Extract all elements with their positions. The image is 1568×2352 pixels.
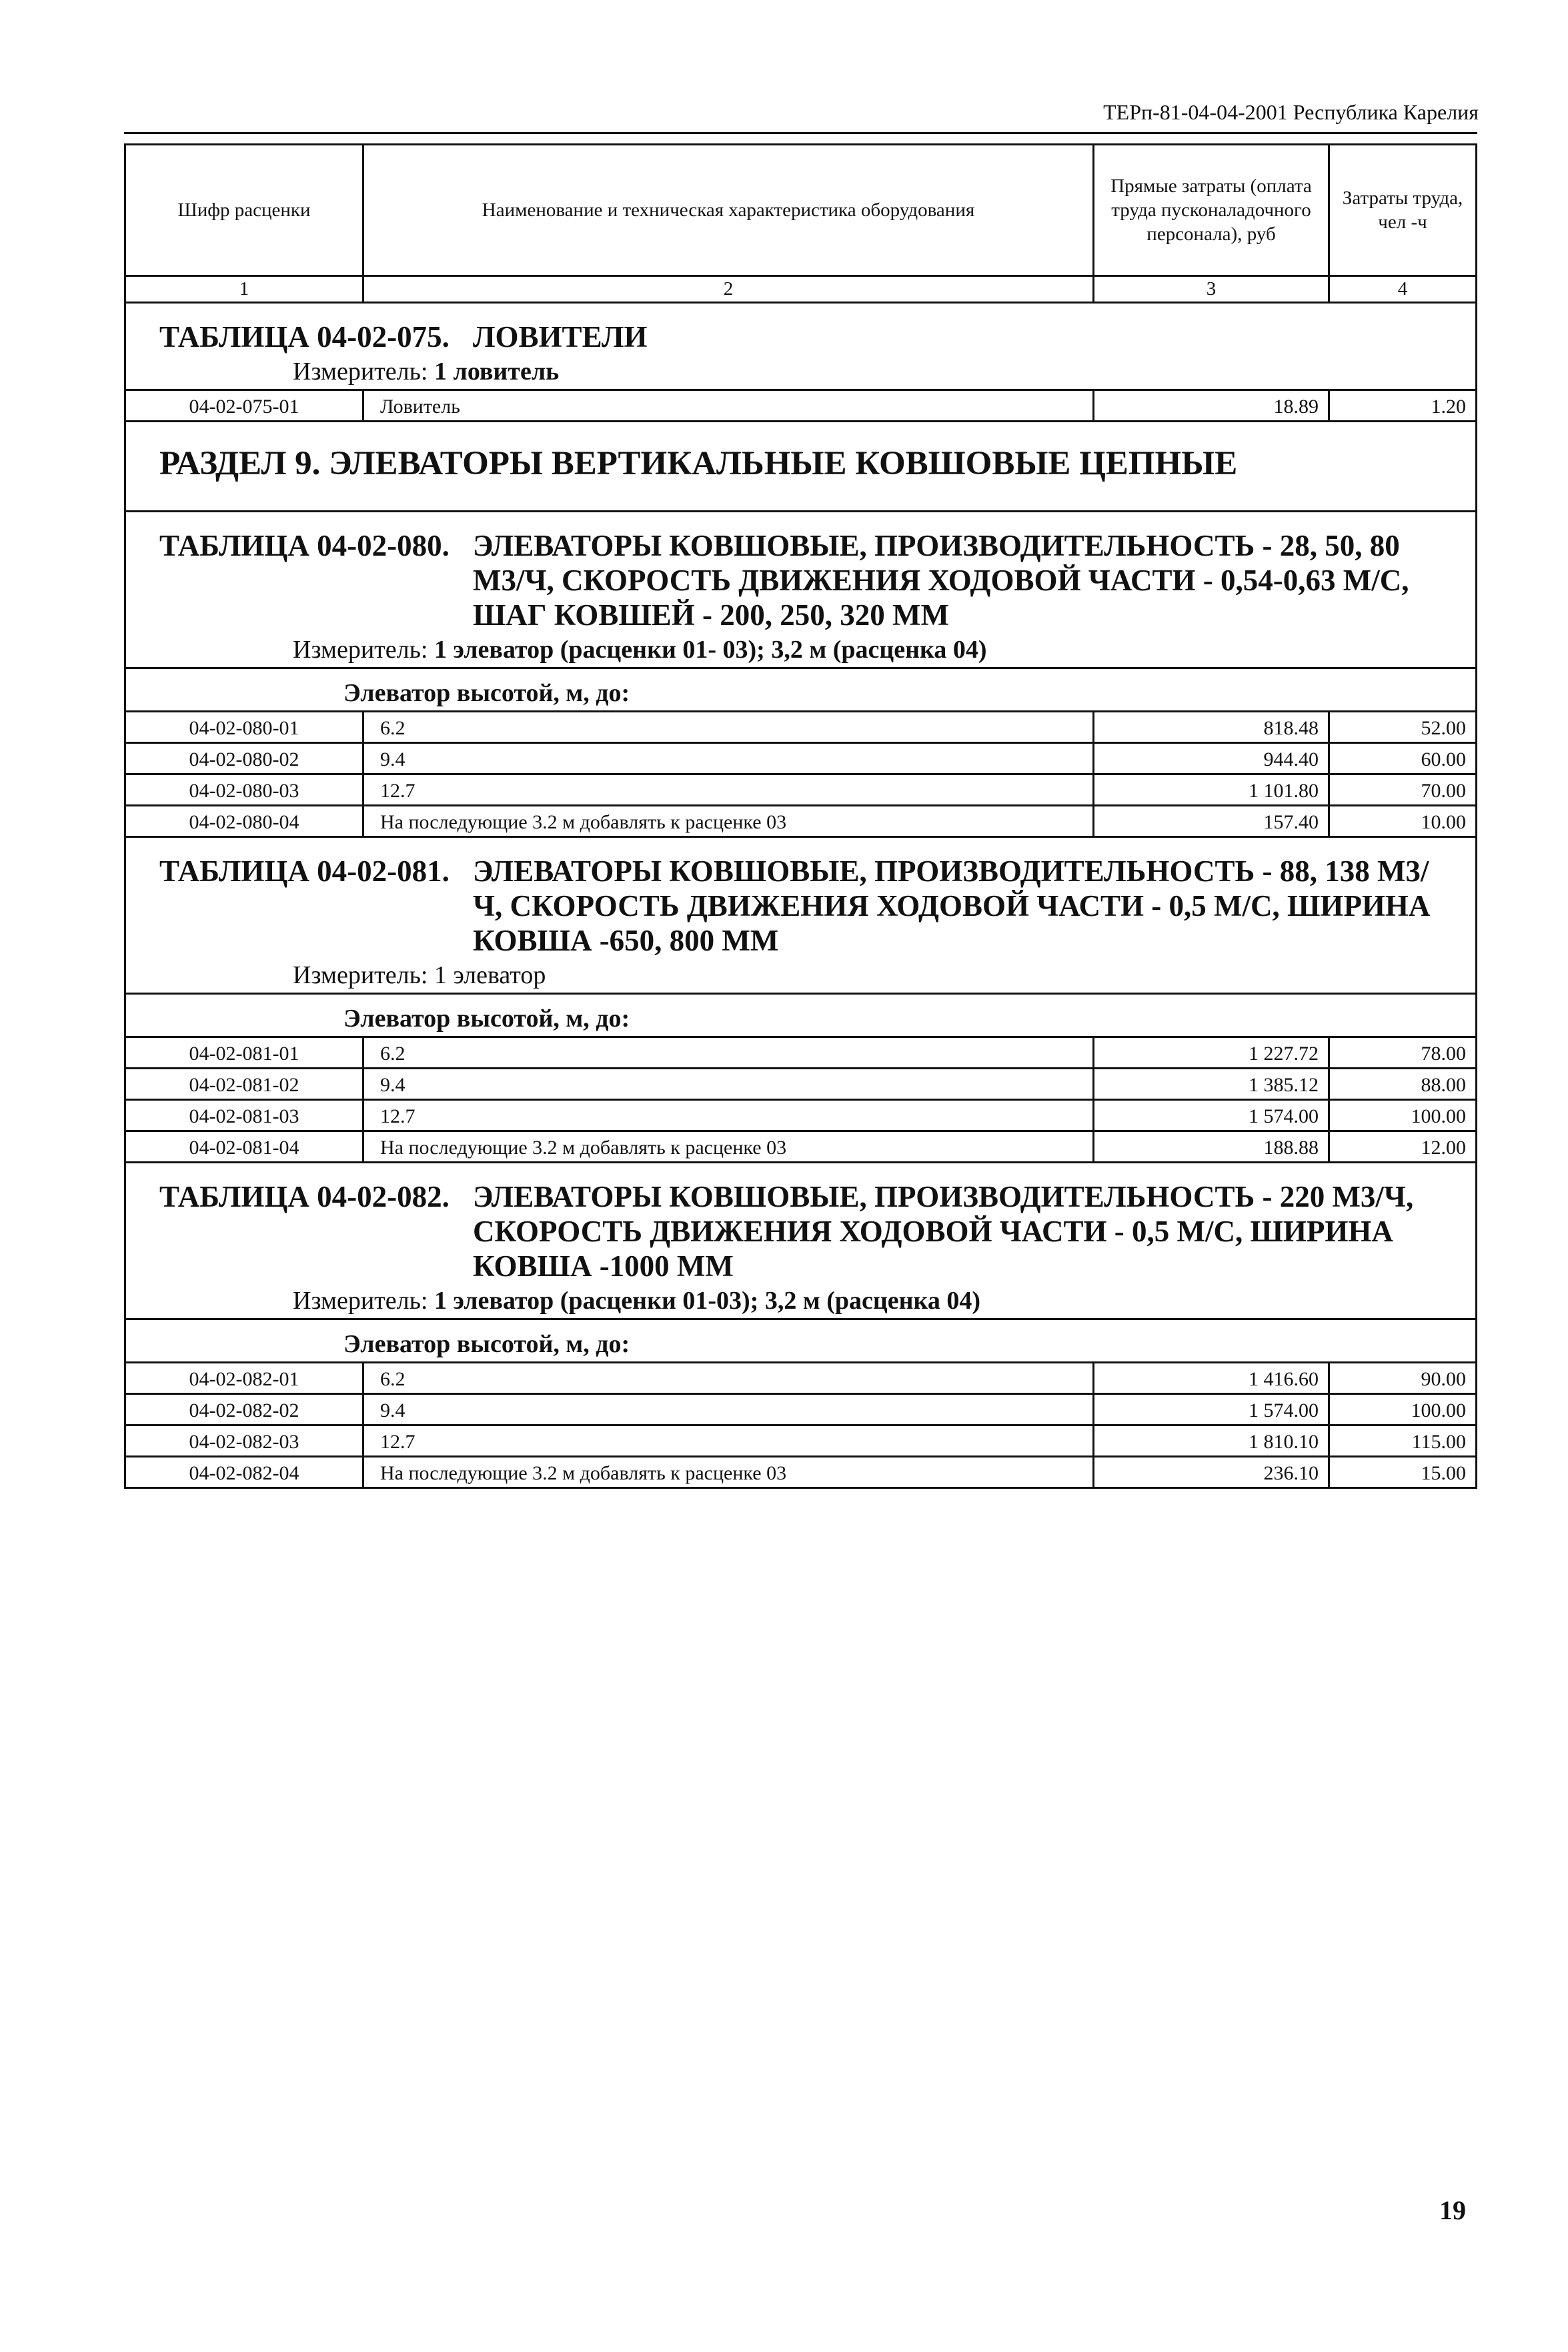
table-label: ТАБЛИЦА 04-02-082. <box>159 1180 450 1213</box>
equipment-name: На последующие 3.2 м добавлять к расценке 03 <box>364 1457 1094 1487</box>
equipment-name: 12.7 <box>364 775 1094 804</box>
meter-line <box>159 1285 1475 1318</box>
equipment-name: 9.4 <box>364 1069 1094 1099</box>
labor-cost: 115.00 <box>1411 1431 1466 1453</box>
rate-code: 04-02-082-01 <box>126 1363 364 1393</box>
column-header-labor: Затраты труда, чел -ч <box>1342 187 1463 233</box>
direct-cost: 1 101.80 <box>1094 775 1330 804</box>
meter-value: 1 элеватор <box>434 961 546 989</box>
table-heading-075 <box>126 304 1475 391</box>
column-header-name: Наименование и техническая характеристика оборудования <box>364 145 1094 275</box>
rate-code: 04-02-082-02 <box>126 1395 364 1424</box>
table-row <box>126 1132 1475 1163</box>
table-heading-080 <box>126 512 1475 669</box>
column-header-direct-costs: Прямые затраты (оплата труда пусконаладочного персонала), руб <box>1094 145 1330 275</box>
equipment-name: На последующие 3.2 м добавлять к расценке 03 <box>364 1132 1094 1161</box>
labor-cost: 90.00 <box>1421 1368 1466 1390</box>
rate-code: 04-02-075-01 <box>126 391 364 420</box>
labor-cost: 100.00 <box>1411 1399 1466 1421</box>
table-title: ЭЛЕВАТОРЫ КОВШОВЫЕ, ПРОИЗВОДИТЕЛЬНОСТЬ - 220 М3/Ч, СКОРОСТЬ ДВИЖЕНИЯ ХОДОВОЙ ЧАСТИ - 0,5 М/С, ШИРИНА КОВША -1000 ММ <box>473 1180 1414 1283</box>
column-number-row <box>126 277 1475 304</box>
document-code: ТЕРп-81-04-04-2001 Республика Карелия <box>1103 100 1479 124</box>
table-label: ТАБЛИЦА 04-02-080. <box>159 529 450 562</box>
section-title: РАЗДЕЛ 9. ЭЛЕВАТОРЫ ВЕРТИКАЛЬНЫЕ КОВШОВЫЕ ЦЕПНЫЕ <box>126 422 1475 512</box>
subheading: Элеватор высотой, м, до: <box>126 669 1475 712</box>
equipment-name: На последующие 3.2 м добавлять к расценке 03 <box>364 806 1094 836</box>
labor-cost: 12.00 <box>1421 1137 1466 1159</box>
table-row <box>126 806 1475 838</box>
meter-label: Измеритель: <box>293 961 428 989</box>
table-row <box>126 1069 1475 1101</box>
equipment-name: 9.4 <box>364 1395 1094 1424</box>
table-title: ЭЛЕВАТОРЫ КОВШОВЫЕ, ПРОИЗВОДИТЕЛЬНОСТЬ - 28, 50, 80 М3/Ч, СКОРОСТЬ ДВИЖЕНИЯ ХОДОВОЙ ЧАСТИ - 0,54-0,63 М/С, ШАГ КОВШЕЙ - 200, 250, 320 ММ <box>473 529 1409 632</box>
direct-cost: 1 416.60 <box>1094 1363 1330 1393</box>
meter-value: 1 элеватор (расценки 01- 03); 3,2 м (расценка 04) <box>434 636 987 664</box>
subheading: Элеватор высотой, м, до: <box>126 1320 1475 1363</box>
direct-cost: 1 385.12 <box>1094 1069 1330 1099</box>
meter-label: Измеритель: <box>293 1287 428 1315</box>
table-row <box>126 391 1475 422</box>
labor-cost: 70.00 <box>1421 780 1466 802</box>
direct-cost: 818.48 <box>1094 712 1330 742</box>
labor-cost: 88.00 <box>1421 1074 1466 1096</box>
labor-cost: 1.20 <box>1431 396 1466 418</box>
direct-cost: 1 574.00 <box>1094 1101 1330 1130</box>
direct-cost: 1 810.10 <box>1094 1426 1330 1455</box>
equipment-name: 9.4 <box>364 744 1094 773</box>
rate-code: 04-02-082-03 <box>126 1426 364 1455</box>
meter-label: Измеритель: <box>293 636 428 664</box>
header-rule <box>124 132 1477 134</box>
rate-code: 04-02-081-02 <box>126 1069 364 1099</box>
column-header-row <box>126 145 1475 277</box>
meter-line <box>159 356 1475 389</box>
rate-code: 04-02-081-03 <box>126 1101 364 1130</box>
table-row <box>126 1426 1475 1457</box>
equipment-name: 6.2 <box>364 1363 1094 1393</box>
column-header-code: Шифр расценки <box>126 145 364 275</box>
meter-value: 1 ловитель <box>434 358 560 386</box>
equipment-name: 6.2 <box>364 712 1094 742</box>
labor-cost: 60.00 <box>1421 748 1466 770</box>
table-heading-082 <box>126 1163 1475 1320</box>
labor-cost: 10.00 <box>1421 811 1466 833</box>
direct-cost: 188.88 <box>1094 1132 1330 1161</box>
direct-cost: 1 574.00 <box>1094 1395 1330 1424</box>
rate-code: 04-02-081-04 <box>126 1132 364 1161</box>
equipment-name: 6.2 <box>364 1038 1094 1067</box>
direct-cost: 944.40 <box>1094 744 1330 773</box>
rate-code: 04-02-080-02 <box>126 744 364 773</box>
equipment-name: Ловитель <box>364 391 1094 420</box>
labor-cost: 15.00 <box>1421 1462 1466 1484</box>
equipment-name: 12.7 <box>364 1101 1094 1130</box>
meter-value: 1 элеватор (расценки 01-03); 3,2 м (расценка 04) <box>434 1287 980 1315</box>
table-label: ТАБЛИЦА 04-02-081. <box>159 854 450 888</box>
column-number: 2 <box>364 277 1094 302</box>
table-row <box>126 1457 1475 1489</box>
table-row <box>126 1363 1475 1395</box>
rate-code: 04-02-080-03 <box>126 775 364 804</box>
table-heading-081 <box>126 838 1475 995</box>
meter-line <box>159 634 1475 667</box>
table-title: ЭЛЕВАТОРЫ КОВШОВЫЕ, ПРОИЗВОДИТЕЛЬНОСТЬ - 88, 138 М3/Ч, СКОРОСТЬ ДВИЖЕНИЯ ХОДОВОЙ ЧАСТИ - 0,5 М/С, ШИРИНА КОВША -650, 800 ММ <box>473 854 1431 957</box>
equipment-name: 12.7 <box>364 1426 1094 1455</box>
table-label: ТАБЛИЦА 04-02-075. <box>159 320 450 354</box>
table-row <box>126 1101 1475 1132</box>
subheading: Элеватор высотой, м, до: <box>126 995 1475 1038</box>
column-number: 1 <box>126 277 364 302</box>
meter-label: Измеритель: <box>293 358 428 386</box>
rate-code: 04-02-080-04 <box>126 806 364 836</box>
direct-cost: 1 227.72 <box>1094 1038 1330 1067</box>
direct-cost: 236.10 <box>1094 1457 1330 1487</box>
direct-cost: 18.89 <box>1094 391 1330 420</box>
column-number: 4 <box>1397 278 1408 300</box>
table-row <box>126 712 1475 744</box>
rate-code: 04-02-080-01 <box>126 712 364 742</box>
rate-code: 04-02-082-04 <box>126 1457 364 1487</box>
rates-table <box>124 143 1477 1489</box>
labor-cost: 78.00 <box>1421 1043 1466 1065</box>
table-row <box>126 1395 1475 1426</box>
table-row <box>126 744 1475 775</box>
meter-line <box>159 959 1475 993</box>
labor-cost: 52.00 <box>1421 717 1466 739</box>
table-row <box>126 775 1475 806</box>
rate-code: 04-02-081-01 <box>126 1038 364 1067</box>
table-title: ЛОВИТЕЛИ <box>473 320 648 354</box>
page-number: 19 <box>1439 2195 1466 2225</box>
direct-cost: 157.40 <box>1094 806 1330 836</box>
table-row <box>126 1038 1475 1069</box>
labor-cost: 100.00 <box>1411 1105 1466 1127</box>
column-number: 3 <box>1094 277 1330 302</box>
